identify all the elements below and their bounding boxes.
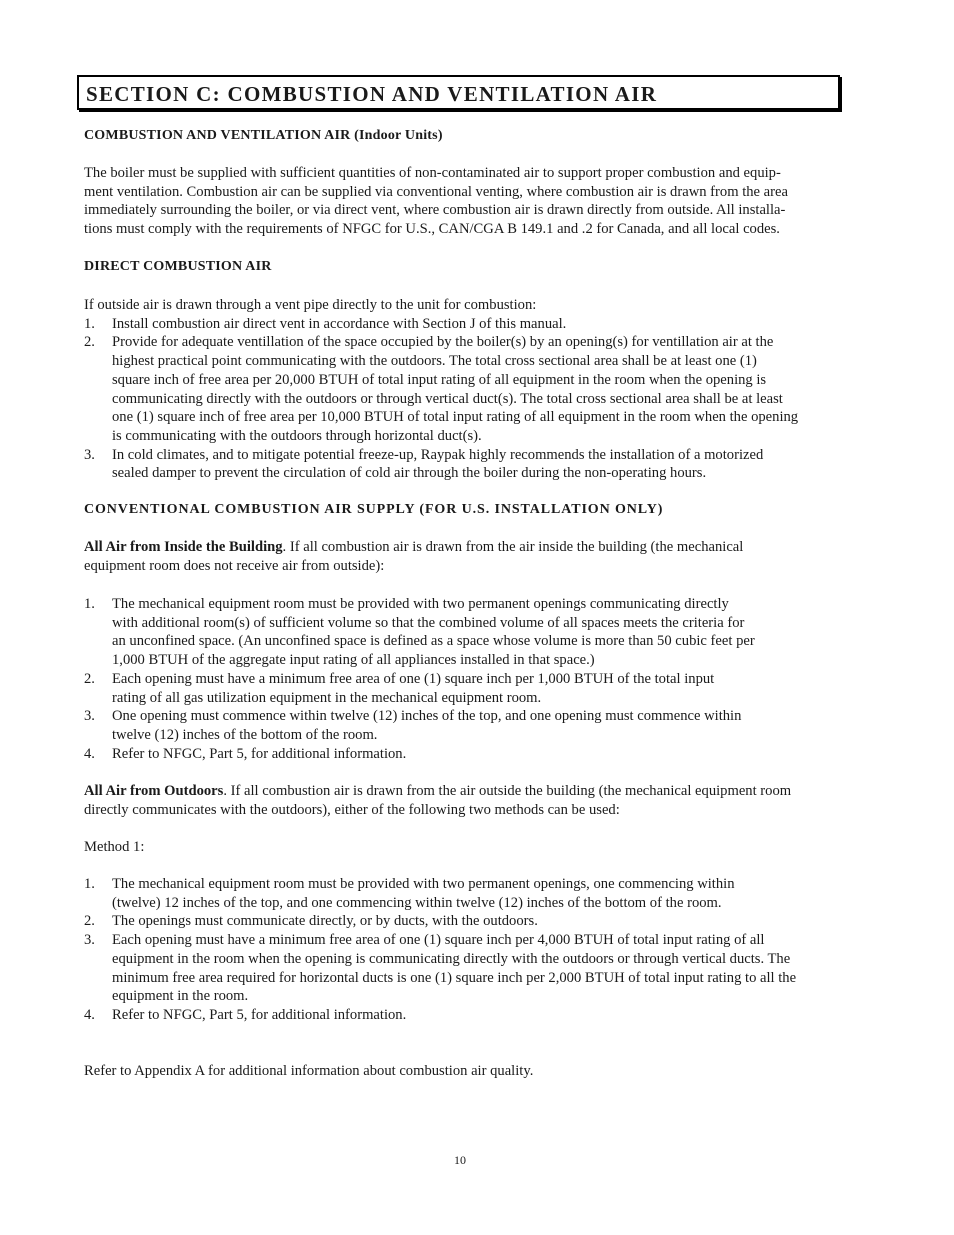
list-item [84, 745, 844, 764]
paragraph-line [84, 538, 844, 557]
list-item [84, 595, 844, 670]
list-item [84, 707, 844, 744]
list-number: 2. [84, 334, 95, 351]
list-line: Provide for adequate ventillation of the space occupied by the boiler(s) by an opening(s) for ventillation air at the [112, 334, 774, 351]
list-line: One opening must commence within twelve (12) inches of the top, and one opening must commence within [112, 708, 742, 725]
inside-line-2: equipment room does not receive air from outside): [84, 557, 385, 574]
list-number: 1. [84, 876, 95, 892]
paragraph-line: The boiler must be supplied with sufficient quantities of non-contaminated air to support proper combustion and equip- [84, 165, 781, 181]
list-line: square inch of free area per 20,000 BTUH of total input rating of all equipment in the room when the opening is [112, 371, 767, 388]
outdoors-line-1: . If all combustion air is drawn from the air outside the building (the mechanical equipment room [223, 783, 792, 799]
list-line: twelve (12) inches of the bottom of the room. [112, 726, 378, 743]
list-line: Each opening must have a minimum free area of one (1) square inch per 4,000 BTUH of total input rating of all [112, 932, 765, 949]
paragraph-line: immediately surrounding the boiler, or via direct vent, where combustion air is drawn directly from outside. All installa- [84, 202, 786, 219]
paragraph-line: ment ventilation. Combustion air can be supplied via conventional venting, where combustion air is drawn from the area [84, 183, 788, 200]
list-line: equipment in the room. [112, 988, 249, 1005]
list-line: equipment in the room when the opening is communicating directly with the outdoors or through vertical ducts. The [112, 950, 791, 967]
heading-conventional-supply: CONVENTIONAL COMBUSTION AIR SUPPLY (FOR U.S. INSTALLATION ONLY) [84, 502, 664, 517]
list-line: The mechanical equipment room must be provided with two permanent openings communicating directly [112, 596, 729, 612]
inside-line-1: . If all combustion air is drawn from the air inside the building (the mechanical [282, 539, 744, 555]
list-line: 1,000 BTUH of the aggregate input rating of all appliances installed in that space.) [112, 652, 595, 669]
list-line: communicating directly with the outdoors or through vertical duct(s). The total cross sectional area shall be at least [112, 390, 783, 407]
page-number: 10 [454, 1153, 466, 1167]
list-line: Refer to NFGC, Part 5, for additional information. [112, 745, 407, 762]
list-line: Install combustion air direct vent in accordance with Section J of this manual. [112, 315, 567, 332]
list-item [84, 670, 844, 707]
list-item [84, 446, 844, 483]
list-line: minimum free area required for horizontal ducts is one (1) square inch per 2,000 BTUH of total input rating to all the [112, 969, 797, 986]
list-item [84, 333, 844, 445]
list-line: Refer to NFGC, Part 5, for additional information. [112, 1006, 407, 1023]
inside-building-paragraph [84, 538, 844, 575]
list-item [84, 315, 844, 334]
intro-paragraph [84, 164, 844, 239]
list-item [84, 875, 844, 912]
list-line: rating of all gas utilization equipment in the mechanical equipment room. [112, 689, 542, 706]
list-item [84, 1006, 844, 1025]
heading-direct-combustion-air: DIRECT COMBUSTION AIR [84, 259, 272, 274]
list-line: sealed damper to prevent the circulation of cold air through the boiler during the non-operating hours. [112, 465, 707, 482]
direct-combustion-section [84, 296, 844, 483]
method-1-list [84, 875, 844, 1025]
heading-indoor-units: COMBUSTION AND VENTILATION AIR (Indoor Units) [84, 128, 443, 143]
list-line: an unconfined space. (An unconfined space is defined as a space whose volume is more than 50 cubic feet per [112, 633, 755, 650]
inside-bold-lead: All Air from Inside the Building [84, 539, 283, 555]
paragraph-line: tions must comply with the requirements of NFGC for U.S., CAN/CGA B 149.1 and .2 for Canada, and all local codes. [84, 221, 780, 238]
method-1-label: Method 1: [84, 839, 145, 855]
list-number: 1. [84, 596, 95, 612]
list-line: The openings must communicate directly, or by ducts, with the outdoors. [112, 913, 538, 930]
appendix-reference: Refer to Appendix A for additional information about combustion air quality. [84, 1063, 534, 1079]
list-number: 1. [84, 315, 95, 332]
list-line: In cold climates, and to mitigate potential freeze-up, Raypak highly recommends the installation of a motorized [112, 446, 764, 463]
list-line: with additional room(s) of sufficient volume so that the combined volume of all spaces meets the criteria for [112, 614, 745, 631]
list-line: (twelve) 12 inches of the top, and one commencing within twelve (12) inches of the bottom of the room. [112, 894, 722, 911]
paragraph-line [84, 782, 844, 801]
inside-building-list [84, 595, 844, 763]
outdoors-bold-lead: All Air from Outdoors [84, 783, 224, 799]
outdoors-paragraph [84, 782, 844, 819]
list-line: one (1) square inch of free area per 10,000 BTUH of total input rating of all equipment in the room when the opening [112, 409, 799, 426]
list-number: 3. [84, 708, 95, 725]
list-number: 3. [84, 932, 95, 949]
section-title: SECTION C: COMBUSTION AND VENTILATION AIR [86, 82, 658, 106]
list-item [84, 931, 844, 1006]
list-number: 4. [84, 745, 95, 762]
list-number: 3. [84, 446, 95, 463]
list-line: The mechanical equipment room must be provided with two permanent openings, one commencing within [112, 876, 735, 892]
list-item [84, 912, 844, 931]
list-number: 2. [84, 670, 95, 687]
list-line: Each opening must have a minimum free area of one (1) square inch per 1,000 BTUH of the total input [112, 670, 715, 687]
list-line: highest practical point communicating with the outdoors. The total cross sectional area shall be at least one (1) [112, 353, 757, 370]
direct-intro: If outside air is drawn through a vent pipe directly to the unit for combustion: [84, 297, 537, 313]
list-number: 2. [84, 913, 95, 930]
section-title-box [77, 75, 840, 110]
outdoors-line-2: directly communicates with the outdoors), either of the following two methods can be used: [84, 801, 620, 818]
list-number: 4. [84, 1006, 95, 1023]
list-line: is communicating with the outdoors through horizontal duct(s). [112, 427, 482, 444]
